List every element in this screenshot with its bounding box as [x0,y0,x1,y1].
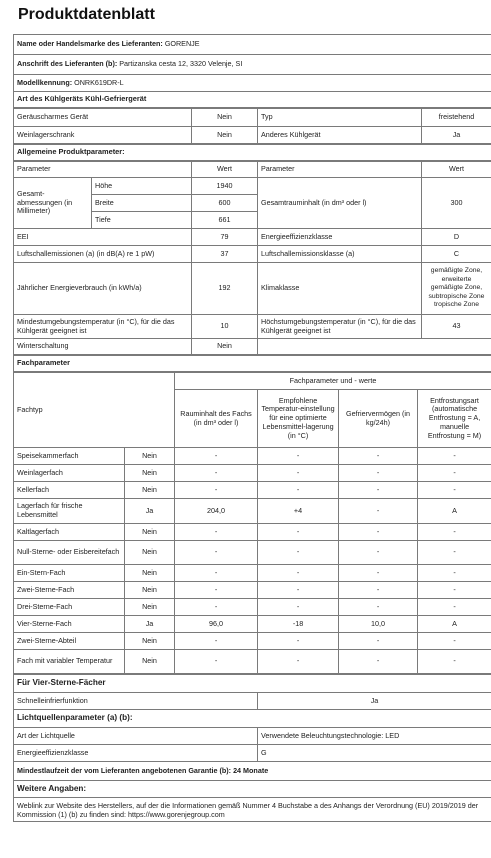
compartment-name: Weinlagerfach [14,465,125,482]
freeze-col-header: Gefriervermögen (in kg/24h) [339,390,418,448]
compartment-temp: - [258,524,339,541]
dimensions-label: Gesamt-abmessungen (in Millimeter) [14,178,92,229]
height-label: Höhe [92,178,192,195]
low-noise-label: Geräuscharmes Gerät [14,109,192,127]
climate-line: subtropische Zone [428,292,485,300]
light-class-value: G [258,745,491,762]
volume-col-header: Rauminhalt des Fachs (in dm³ oder l) [175,390,258,448]
compartment-present: Nein [125,541,175,565]
compartment-volume: - [175,650,258,674]
fast-freeze-label: Schnelleinfrierfunktion [14,693,258,710]
compartment-row [14,499,491,524]
more-info-heading: Weitere Angaben: [14,781,491,798]
volume-label: Gesamtrauminhalt (in dm³ oder l) [258,178,422,229]
compartment-present: Ja [125,616,175,633]
compartment-defrost: - [418,448,491,465]
more-info-text: Weblink zur Website des Herstellers, auf der die Informationen gemäß Nummer 4 Buchstabe a des Anhangs der Verordnung (EU) 2019/2019 der Kommission (1) (b) zu finden sind: https://www.gorenjegroup.com [14,798,491,822]
compartment-defrost: - [418,633,491,650]
compartment-freeze: - [339,582,418,599]
supplier-address-label: Anschrift des Lieferanten (b): [17,59,118,69]
compartment-freeze: - [339,599,418,616]
page-title: Produktdatenblatt [18,6,155,23]
wine-cabinet-value: Nein [192,127,258,144]
light-type-label: Art der Lichtquelle [14,728,258,745]
compartment-present: Ja [125,499,175,524]
compartment-name: Drei-Sterne-Fach [14,599,125,616]
compartment-row [14,541,491,565]
compartment-defrost: - [418,482,491,499]
compartment-heading: Fachparameter [14,356,491,372]
compartment-freeze: - [339,448,418,465]
compartment-present: Nein [125,565,175,582]
compartment-name: Ein-Stern-Fach [14,565,125,582]
compartment-volume: - [175,582,258,599]
compartment-volume: - [175,524,258,541]
compartment-temp: - [258,582,339,599]
compartment-volume: - [175,541,258,565]
compartment-defrost: A [418,499,491,524]
compartment-volume: - [175,565,258,582]
climate-line: tropische Zone [434,301,479,309]
compartment-row [14,599,491,616]
device-type-table [13,108,491,144]
compartment-present: Nein [125,524,175,541]
value-header-right: Wert [422,162,491,178]
general-heading-table [13,144,491,161]
compartment-temp: - [258,599,339,616]
climate-line: gemäßigte Zone, [430,267,483,275]
compartment-volume: 204,0 [175,499,258,524]
compartment-temp: - [258,465,339,482]
compartment-row [14,633,491,650]
warranty-row [14,762,491,781]
supplier-table [13,34,491,108]
energy-class-value: D [422,229,491,246]
four-star-heading: Für Vier-Sterne-Fächer [14,675,491,693]
noise-class-label: Luftschallemissionsklasse (a) [258,246,422,263]
other-appliance-label: Anderes Kühlgerät [258,127,422,144]
compartment-name: Speisekammerfach [14,448,125,465]
min-temp-label: Mindestumgebungstemperatur (in °C), für die das Kühlgerät geeignet ist [14,315,192,339]
low-noise-value: Nein [192,109,258,127]
supplier-name-label: Name oder Handelsmarke des Lieferanten: [17,39,163,49]
depth-value: 661 [192,212,258,229]
param-header-right: Parameter [258,162,422,178]
climate-value [422,263,491,315]
width-label: Breite [92,195,192,212]
light-heading: Lichtquellenparameter (a) (b): [14,710,491,728]
compartment-defrost: - [418,599,491,616]
compartment-freeze: - [339,565,418,582]
max-temp-value: 43 [422,315,491,339]
compartment-freeze: - [339,650,418,674]
compartment-row [14,582,491,599]
compartment-present: Nein [125,448,175,465]
compartment-freeze: - [339,482,418,499]
depth-label: Tiefe [92,212,192,229]
compartment-row [14,650,491,674]
compartment-name: Lagerfach für frische Lebensmittel [14,499,125,524]
compartment-volume: - [175,633,258,650]
compartment-defrost: - [418,650,491,674]
min-temp-value: 10 [192,315,258,339]
compartment-row [14,448,491,465]
energy-class-label: Energieeffizienzklasse [258,229,422,246]
climate-line: erweiterte [441,275,472,283]
climate-line: gemäßigte Zone, [430,284,483,292]
wine-cabinet-label: Weinlagerschrank [14,127,192,144]
compartment-defrost: - [418,465,491,482]
compartment-present: Nein [125,633,175,650]
value-header: Wert [192,162,258,178]
width-value: 600 [192,195,258,212]
param-header: Parameter [14,162,192,178]
winter-label: Winterschaltung [14,339,192,355]
device-type-heading: Art des Kühlgeräts Kühl-Gefriergerät [14,92,491,108]
compartment-temp: - [258,650,339,674]
compartment-heading-table [13,355,491,372]
compartment-temp: - [258,633,339,650]
compartment-defrost: A [418,616,491,633]
type-label: Typ [258,109,422,127]
compartment-freeze: - [339,633,418,650]
compartment-name: Kaltlagerfach [14,524,125,541]
light-class-label: Energieeffizienzklasse [14,745,258,762]
compartment-name: Vier-Sterne-Fach [14,616,125,633]
compartment-volume: - [175,448,258,465]
compartment-present: Nein [125,650,175,674]
eei-value: 79 [192,229,258,246]
compartment-temp: +4 [258,499,339,524]
compartment-rows [14,448,491,674]
volume-value: 300 [422,178,491,229]
compartment-present: Nein [125,465,175,482]
compartment-temp: -18 [258,616,339,633]
compartment-table [13,372,491,674]
compartment-row [14,465,491,482]
compartment-temp: - [258,482,339,499]
compartment-freeze: 10,0 [339,616,418,633]
noise-label: Luftschallemissionen (a) (in dB(A) re 1 pW) [14,246,192,263]
compartment-freeze: - [339,524,418,541]
compartment-present: Nein [125,482,175,499]
winter-value: Nein [192,339,258,355]
other-appliance-value: Ja [422,127,491,144]
compartment-present: Nein [125,582,175,599]
supplier-address-value: Partizanska cesta 12, 3320 Velenje, SI [119,59,243,69]
compartment-row [14,565,491,582]
warranty-label: Mindestlaufzeit der vom Lieferanten angebotenen Garantie (b): [17,765,232,775]
supplier-name-row [14,35,491,55]
compartment-name: Fach mit variabler Temperatur [14,650,125,674]
supplier-name-value: GORENJE [164,39,200,49]
compartment-defrost: - [418,582,491,599]
max-temp-label: Höchstumgebungstemperatur (in °C), für die das Kühlgerät geeignet ist [258,315,422,339]
defrost-col-header: Entfrostungsart (automatische Entfrostung = A, manuelle Entfrostung = M) [418,390,491,448]
compartment-group-header: Fachparameter und - werte [175,373,491,390]
warranty-value: 24 Monate [233,765,269,775]
eei-label: EEI [14,229,192,246]
compartment-name: Zwei-Sterne-Fach [14,582,125,599]
compartment-temp: - [258,541,339,565]
height-value: 1940 [192,178,258,195]
compartment-freeze: - [339,541,418,565]
compartment-temp: - [258,565,339,582]
light-type-value: Verwendete Beleuchtungstechnologie: LED [258,728,491,745]
compartment-name: Kellerfach [14,482,125,499]
compartment-volume: - [175,482,258,499]
model-label: Modellkennung: [17,77,73,87]
compartment-row [14,616,491,633]
compartment-name: Zwei-Sterne-Abteil [14,633,125,650]
noise-value: 37 [192,246,258,263]
empty-cell [258,339,491,355]
general-params-table [13,161,491,355]
type-value: freistehend [422,109,491,127]
compartment-row [14,524,491,541]
compartment-name: Null-Sterne- oder Eisbereitefach [14,541,125,565]
four-star-table [13,674,491,822]
compartment-volume: - [175,599,258,616]
compartment-defrost: - [418,541,491,565]
compartment-defrost: - [418,565,491,582]
compartment-present: Nein [125,599,175,616]
compartment-row [14,482,491,499]
noise-class-value: C [422,246,491,263]
compartment-volume: 96,0 [175,616,258,633]
compartment-defrost: - [418,524,491,541]
fast-freeze-value: Ja [258,693,491,710]
compartment-temp: - [258,448,339,465]
supplier-address-row [14,55,491,75]
consumption-value: 192 [192,263,258,315]
consumption-label: Jährlicher Energieverbrauch (in kWh/a) [14,263,192,315]
model-value: ONRK619DR-L [74,77,124,87]
temp-col-header: Empfohlene Temperatur-einstellung für eine optimierte Lebensmittel-lagerung (in °C) [258,390,339,448]
compartment-type-header: Fachtyp [14,373,175,448]
climate-label: Klimaklasse [258,263,422,315]
compartment-freeze: - [339,499,418,524]
compartment-volume: - [175,465,258,482]
model-row [14,75,491,92]
compartment-freeze: - [339,465,418,482]
general-heading: Allgemeine Produktparameter: [14,145,491,161]
